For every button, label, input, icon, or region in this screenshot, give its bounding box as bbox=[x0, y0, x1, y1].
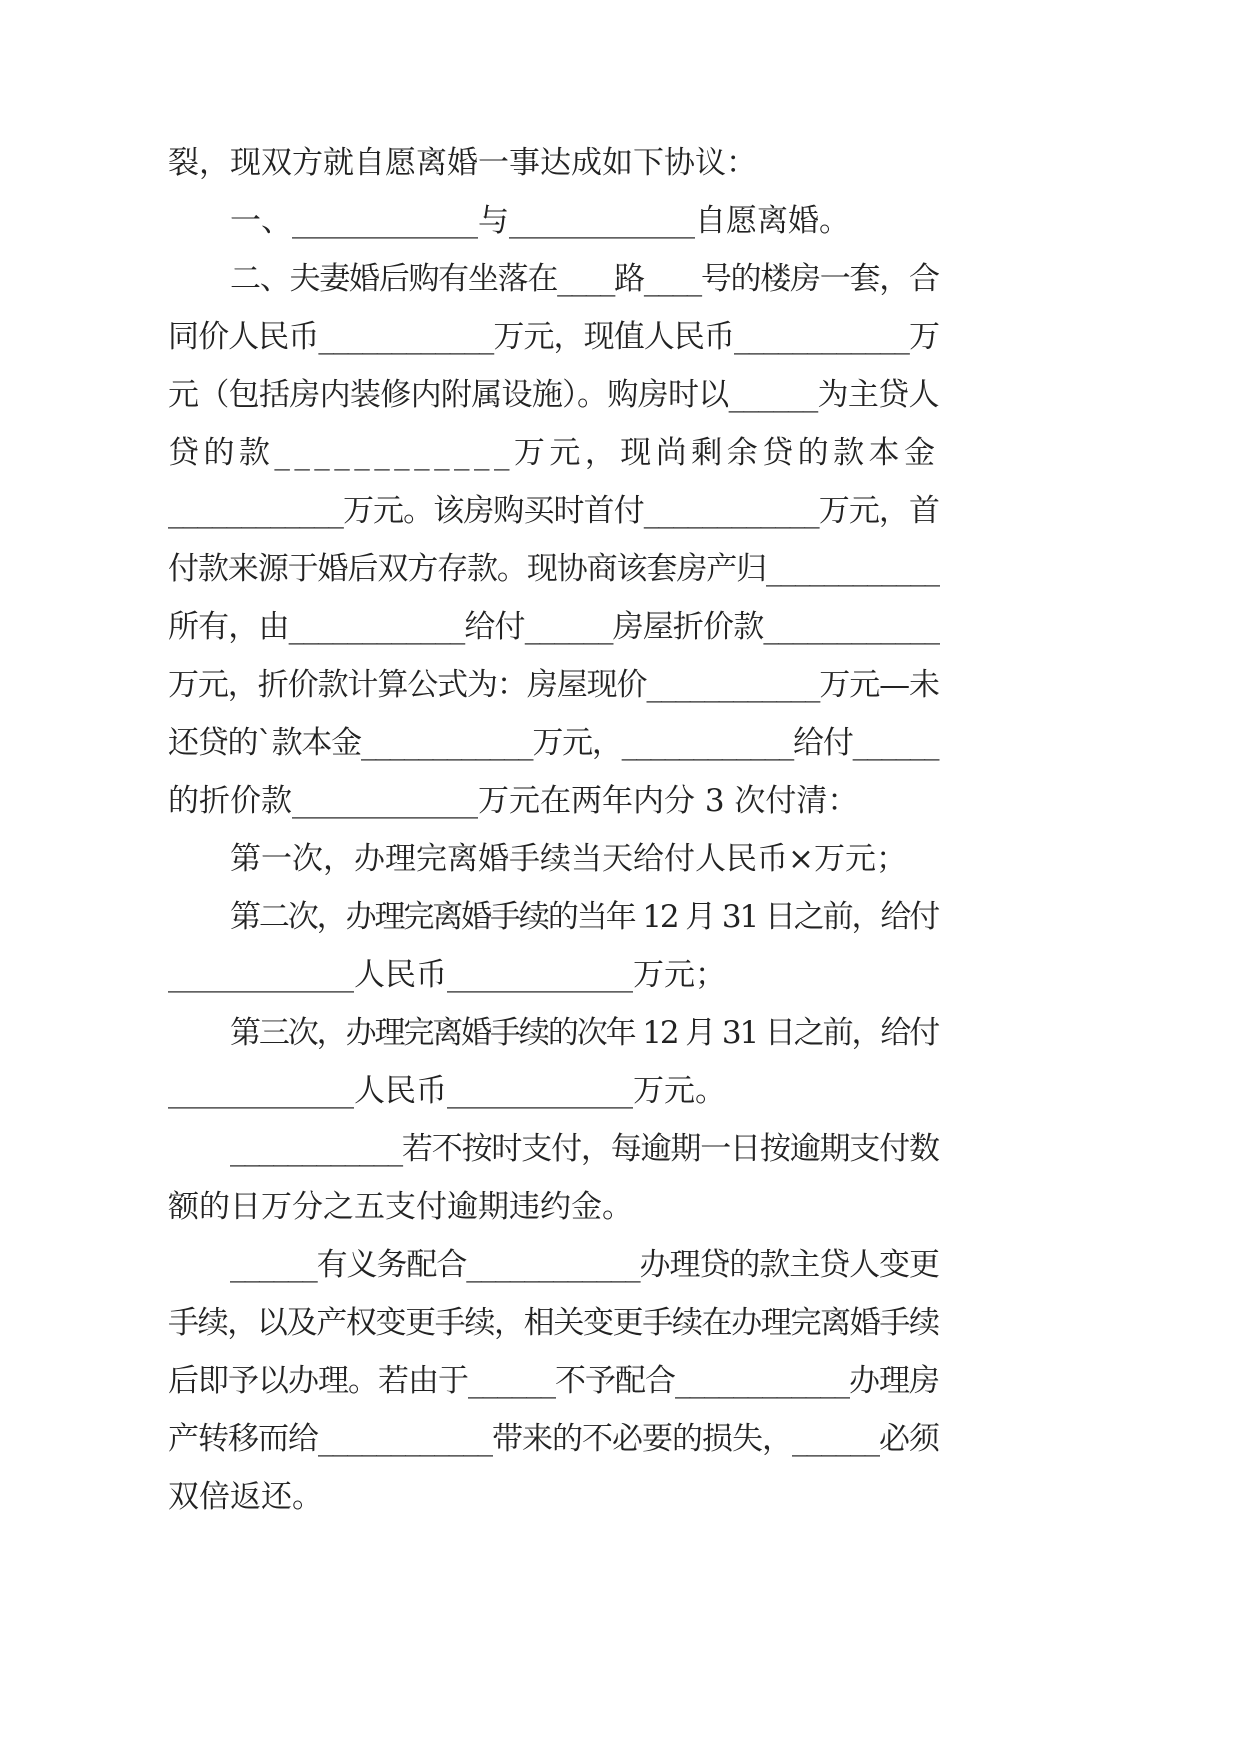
text-line: ____________若不按时支付，每逾期一日按逾期支付数 bbox=[230, 1131, 939, 1167]
text-line: 的折价款____________万元在两年内分 3 次付清： bbox=[168, 783, 859, 819]
text-line: 裂，现双方就自愿离婚一事达成如下协议： bbox=[168, 145, 757, 181]
text-line: 元（包括房内装修内附属设施）。购房时以______为主贷人 bbox=[168, 377, 939, 413]
text-line: 手续，以及产权变更手续，相关变更手续在办理完离婚手续 bbox=[168, 1305, 939, 1341]
text-line: 二、夫妻婚后购有坐落在____路____号的楼房一套，合 bbox=[230, 261, 939, 297]
text-line: 第三次，办理完离婚手续的次年 12 月 31 日之前，给付 bbox=[230, 1015, 939, 1051]
text-line: ____________人民币____________万元。 bbox=[168, 1073, 726, 1109]
text-line: ______有义务配合____________办理贷的款主贷人变更 bbox=[230, 1247, 939, 1283]
text-line: ____________万元。该房购买时首付____________万元，首 bbox=[168, 493, 940, 529]
text-line: 贷的款____________万元，现尚剩余贷的款本金 bbox=[168, 435, 940, 471]
text-line: 还贷的`款本金____________万元，____________给付______ bbox=[168, 725, 939, 761]
text-line: 双倍返还。 bbox=[168, 1479, 323, 1515]
text-line: 额的日万分之五支付逾期违约金。 bbox=[168, 1189, 633, 1225]
text-line: 第一次，办理完离婚手续当天给付人民币×万元； bbox=[230, 841, 907, 877]
text-line: 所有，由____________给付______房屋折价款____________ bbox=[168, 609, 940, 645]
text-line: 付款来源于婚后双方存款。现协商该套房产归____________ bbox=[168, 551, 939, 587]
text-line: 后即予以办理。若由于______不予配合____________办理房 bbox=[168, 1363, 939, 1399]
text-line: 产转移而给____________带来的不必要的损失，______必须 bbox=[168, 1421, 939, 1457]
text-line: 万元，折价款计算公式为：房屋现价____________万元—未 bbox=[168, 667, 939, 703]
text-line: ____________人民币____________万元； bbox=[168, 957, 726, 993]
text-line: 第二次，办理完离婚手续的当年 12 月 31 日之前，给付 bbox=[230, 899, 939, 935]
text-line: 一、____________与____________自愿离婚。 bbox=[230, 203, 850, 239]
text-line: 同价人民币____________万元，现值人民币____________万 bbox=[168, 319, 940, 355]
